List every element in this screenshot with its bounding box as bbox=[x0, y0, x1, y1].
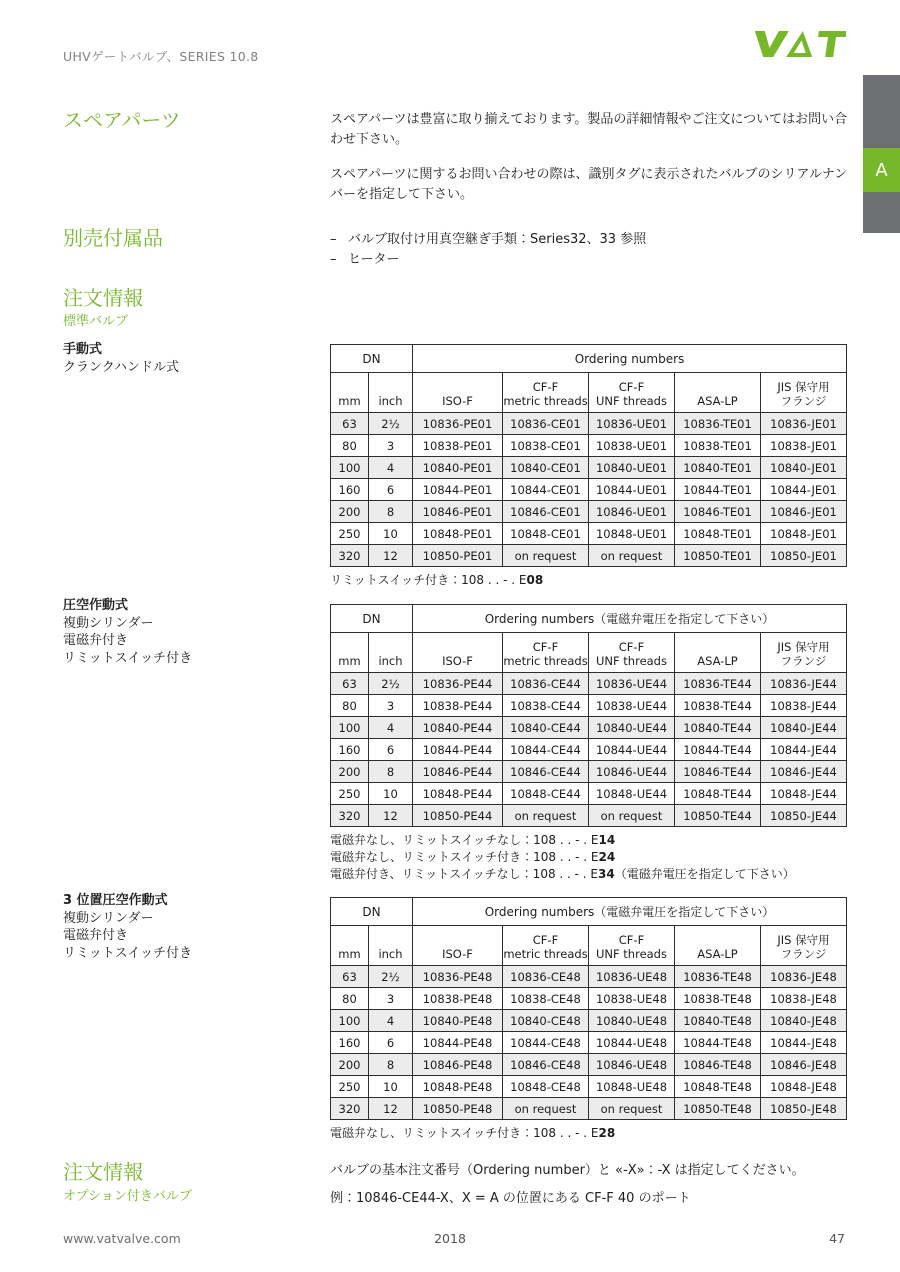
table-cell: 10844-TE48 bbox=[675, 1032, 761, 1054]
column-header: ISO-F bbox=[413, 373, 503, 413]
table-cell: 10850-JE48 bbox=[761, 1098, 847, 1120]
table3-side-labels bbox=[63, 892, 323, 962]
table-cell: 10840-PE48 bbox=[413, 1010, 503, 1032]
heading-ordering-options: 注文情報 bbox=[63, 1160, 143, 1184]
table-cell: 10840-PE01 bbox=[413, 457, 503, 479]
table-cell: 250 bbox=[331, 783, 369, 805]
table-cell: 10836-PE01 bbox=[413, 413, 503, 435]
table-cell: 10836-JE48 bbox=[761, 966, 847, 988]
table-body bbox=[331, 413, 847, 567]
vat-logo-graphic bbox=[750, 28, 846, 60]
table-cell: 200 bbox=[331, 501, 369, 523]
table-cell: 10848-TE01 bbox=[675, 523, 761, 545]
table-cell: 2½ bbox=[369, 966, 413, 988]
table-cell: 10844-JE01 bbox=[761, 479, 847, 501]
table-cell: 10846-PE48 bbox=[413, 1054, 503, 1076]
table-side-label: リミットスイッチ付き bbox=[63, 945, 193, 961]
table3-block bbox=[330, 897, 847, 1142]
table-cell: 10838-CE48 bbox=[503, 988, 589, 1010]
table-cell: 10840-TE48 bbox=[675, 1010, 761, 1032]
table-cell: 10836-TE48 bbox=[675, 966, 761, 988]
table-note: リミットスイッチ付き：108 . . - . E08 bbox=[330, 573, 544, 587]
table2-side-labels bbox=[63, 597, 323, 667]
table-cell: 10838-TE44 bbox=[675, 695, 761, 717]
table-cell: 10848-JE48 bbox=[761, 1076, 847, 1098]
column-header: CF-F metric threads bbox=[503, 373, 589, 413]
table-cell: 2½ bbox=[369, 673, 413, 695]
table-cell: on request bbox=[503, 1098, 589, 1120]
table-cell: 10838-PE44 bbox=[413, 695, 503, 717]
table-side-label: 電磁弁付き bbox=[63, 633, 129, 648]
table-cell: 4 bbox=[369, 457, 413, 479]
accessories-list bbox=[330, 230, 850, 270]
table-row bbox=[331, 1010, 847, 1032]
table-cell: 10850-TE44 bbox=[675, 805, 761, 827]
column-header: ASA-LP bbox=[675, 926, 761, 966]
table-cell: 10836-CE01 bbox=[503, 413, 589, 435]
ordering-numbers-header: Ordering numbers（電磁弁電圧を指定して下さい） bbox=[413, 605, 847, 633]
table-cell: 3 bbox=[369, 695, 413, 717]
table-cell: 8 bbox=[369, 501, 413, 523]
table-cell: 63 bbox=[331, 413, 369, 435]
table-cell: 12 bbox=[369, 805, 413, 827]
column-header: CF-F UNF threads bbox=[589, 373, 675, 413]
spare-parts-para1: スペアパーツは豊富に取り揃えております。製品の詳細情報やご注文についてはお問い合わせ下さい。 bbox=[330, 112, 848, 147]
table-cell: 160 bbox=[331, 739, 369, 761]
table-cell: 10844-PE48 bbox=[413, 1032, 503, 1054]
table-cell: 100 bbox=[331, 457, 369, 479]
table-head bbox=[331, 605, 847, 673]
table-row bbox=[331, 479, 847, 501]
table-cell: 10838-TE48 bbox=[675, 988, 761, 1010]
table-cell: 10836-CE44 bbox=[503, 673, 589, 695]
spare-parts-para2: スペアパーツに関するお問い合わせの際は、識別タグに表示されたバルブのシリアルナンバーを指定して下さい。 bbox=[330, 167, 848, 202]
table-cell: 10850-JE44 bbox=[761, 805, 847, 827]
options-line1: バルブの基本注文番号（Ordering number）と «-X»：-X は指定してください。 bbox=[330, 1163, 805, 1178]
table-note: 電磁弁なし、リミットスイッチなし：108 . . - . E14 bbox=[330, 833, 616, 847]
table-header-row bbox=[331, 345, 847, 373]
note-code-strong: 28 bbox=[598, 1126, 616, 1140]
table-cell: 10844-JE44 bbox=[761, 739, 847, 761]
column-header: CF-F UNF threads bbox=[589, 633, 675, 673]
table-cell: 320 bbox=[331, 805, 369, 827]
table-cell: 10836-TE44 bbox=[675, 673, 761, 695]
table-row bbox=[331, 545, 847, 567]
table-cell: 10846-TE48 bbox=[675, 1054, 761, 1076]
footer-year: 2018 bbox=[434, 1231, 466, 1246]
table-cell: 10850-TE01 bbox=[675, 545, 761, 567]
list-dash: – bbox=[330, 252, 337, 267]
table-cell: 100 bbox=[331, 717, 369, 739]
table-cell: 10840-UE01 bbox=[589, 457, 675, 479]
table-cell: 10848-CE01 bbox=[503, 523, 589, 545]
table-cell: 10848-CE48 bbox=[503, 1076, 589, 1098]
table-side-label: 複動シリンダー bbox=[63, 615, 154, 631]
column-header: ASA-LP bbox=[675, 373, 761, 413]
table-cell: 10848-JE44 bbox=[761, 783, 847, 805]
table-side-label: リミットスイッチ付き bbox=[63, 650, 193, 666]
table-cell: 80 bbox=[331, 695, 369, 717]
table-cell: 10846-TE01 bbox=[675, 501, 761, 523]
table-cell: 10 bbox=[369, 783, 413, 805]
table-cell: 320 bbox=[331, 545, 369, 567]
table-cell: 10838-TE01 bbox=[675, 435, 761, 457]
table-cell: 80 bbox=[331, 988, 369, 1010]
column-header: mm bbox=[331, 373, 369, 413]
doc-title: UHVゲートバルブ、SERIES 10.8 bbox=[63, 49, 259, 64]
table-head bbox=[331, 345, 847, 413]
table-cell: 10838-PE01 bbox=[413, 435, 503, 457]
table-cell: 63 bbox=[331, 966, 369, 988]
table-cell: 10850-TE48 bbox=[675, 1098, 761, 1120]
dn-header: DN bbox=[331, 345, 413, 373]
table-cell: 10848-CE44 bbox=[503, 783, 589, 805]
table-cell: 10850-PE01 bbox=[413, 545, 503, 567]
table-cell: 160 bbox=[331, 1032, 369, 1054]
column-header: JIS 保守用 フランジ bbox=[761, 373, 847, 413]
table-side-label: 手動式 bbox=[63, 342, 103, 357]
note-code-strong: 14 bbox=[598, 833, 616, 847]
table-cell: 8 bbox=[369, 761, 413, 783]
table1-block bbox=[330, 344, 847, 589]
table-note: 電磁弁なし、リミットスイッチ付き：108 . . - . E28 bbox=[330, 1126, 616, 1140]
table-side-label: 圧空作動式 bbox=[63, 598, 129, 613]
table-cell: 10846-JE44 bbox=[761, 761, 847, 783]
column-header: CF-F metric threads bbox=[503, 926, 589, 966]
table-cell: 10844-CE01 bbox=[503, 479, 589, 501]
table-cell: 10840-CE48 bbox=[503, 1010, 589, 1032]
table-cell: 10838-PE48 bbox=[413, 988, 503, 1010]
heading-accessories: 別売付属品 bbox=[63, 226, 163, 250]
table-subheader-row bbox=[331, 373, 847, 413]
footer-website: www.vatvalve.com bbox=[63, 1231, 181, 1246]
table-row bbox=[331, 717, 847, 739]
table-side-label: 3 位置圧空作動式 bbox=[63, 893, 168, 908]
table-row bbox=[331, 988, 847, 1010]
table-cell: 10838-JE44 bbox=[761, 695, 847, 717]
column-header: JIS 保守用 フランジ bbox=[761, 926, 847, 966]
note-code-strong: 34 bbox=[598, 867, 615, 881]
table-cell: 10848-PE44 bbox=[413, 783, 503, 805]
table-cell: 10850-JE01 bbox=[761, 545, 847, 567]
column-header: inch bbox=[369, 373, 413, 413]
table-head bbox=[331, 898, 847, 966]
table-cell: 10838-JE48 bbox=[761, 988, 847, 1010]
table-cell: 10838-UE01 bbox=[589, 435, 675, 457]
column-header: ISO-F bbox=[413, 926, 503, 966]
column-header: inch bbox=[369, 926, 413, 966]
table-cell: 12 bbox=[369, 1098, 413, 1120]
table-cell: on request bbox=[589, 545, 675, 567]
table-cell: 3 bbox=[369, 435, 413, 457]
table-cell: 10840-UE44 bbox=[589, 717, 675, 739]
table-cell: 10844-UE44 bbox=[589, 739, 675, 761]
table-cell: 10846-CE44 bbox=[503, 761, 589, 783]
options-line2: 例：10846-CE44-X、X = A の位置にある CF-F 40 のポート bbox=[330, 1191, 691, 1206]
table-cell: 160 bbox=[331, 479, 369, 501]
table-cell: 250 bbox=[331, 1076, 369, 1098]
ordering-numbers-header: Ordering numbers（電磁弁電圧を指定して下さい） bbox=[413, 898, 847, 926]
table-body bbox=[331, 673, 847, 827]
table-cell: 10846-UE48 bbox=[589, 1054, 675, 1076]
note-code-strong: 08 bbox=[526, 573, 544, 587]
table-cell: 10844-PE01 bbox=[413, 479, 503, 501]
table-cell: 10846-UE01 bbox=[589, 501, 675, 523]
dn-header: DN bbox=[331, 605, 413, 633]
heading-ordering-standard: 注文情報 bbox=[63, 286, 143, 310]
table-cell: 2½ bbox=[369, 413, 413, 435]
table-subheader-row bbox=[331, 926, 847, 966]
table-cell: 10840-JE44 bbox=[761, 717, 847, 739]
table-cell: 10840-JE48 bbox=[761, 1010, 847, 1032]
table-cell: 4 bbox=[369, 1010, 413, 1032]
column-header: inch bbox=[369, 633, 413, 673]
table-cell: 320 bbox=[331, 1098, 369, 1120]
table-cell: on request bbox=[503, 545, 589, 567]
table-cell: 10836-UE44 bbox=[589, 673, 675, 695]
table-cell: 6 bbox=[369, 479, 413, 501]
table-cell: 10848-PE01 bbox=[413, 523, 503, 545]
list-item bbox=[330, 250, 850, 270]
table-row bbox=[331, 761, 847, 783]
list-item bbox=[330, 230, 850, 250]
table-cell: 10836-TE01 bbox=[675, 413, 761, 435]
table-cell: 10 bbox=[369, 523, 413, 545]
table3-notes bbox=[330, 1125, 847, 1142]
table-row bbox=[331, 673, 847, 695]
table-cell: 10838-CE44 bbox=[503, 695, 589, 717]
table-cell: on request bbox=[503, 805, 589, 827]
table-cell: 6 bbox=[369, 739, 413, 761]
table-cell: on request bbox=[589, 805, 675, 827]
ordering-table-3position bbox=[330, 897, 847, 1120]
table-cell: 10848-TE44 bbox=[675, 783, 761, 805]
table-cell: 10848-PE48 bbox=[413, 1076, 503, 1098]
table-header-row bbox=[331, 605, 847, 633]
table-cell: 3 bbox=[369, 988, 413, 1010]
list-item-text: ヒーター bbox=[348, 252, 400, 267]
table-note: 電磁弁付き、リミットスイッチなし：108 . . - . E34（電磁弁電圧を指定して下さい） bbox=[330, 867, 795, 881]
table-side-label: 複動シリンダー bbox=[63, 910, 154, 926]
table-row bbox=[331, 966, 847, 988]
table-row bbox=[331, 1098, 847, 1120]
table-cell: 10844-UE48 bbox=[589, 1032, 675, 1054]
column-header: CF-F metric threads bbox=[503, 633, 589, 673]
table-row bbox=[331, 1054, 847, 1076]
table-subheader-row bbox=[331, 633, 847, 673]
dn-header: DN bbox=[331, 898, 413, 926]
table-cell: 10840-TE44 bbox=[675, 717, 761, 739]
table-cell: 10844-TE01 bbox=[675, 479, 761, 501]
table-cell: 10838-UE44 bbox=[589, 695, 675, 717]
table1-side-labels bbox=[63, 341, 323, 376]
table1-notes bbox=[330, 572, 847, 589]
table-cell: 10844-UE01 bbox=[589, 479, 675, 501]
ordering-table-pneumatic bbox=[330, 604, 847, 827]
table-row bbox=[331, 1076, 847, 1098]
table-cell: 200 bbox=[331, 1054, 369, 1076]
table2-notes bbox=[330, 832, 847, 883]
table-cell: 10836-UE48 bbox=[589, 966, 675, 988]
table-row bbox=[331, 805, 847, 827]
table-cell: 8 bbox=[369, 1054, 413, 1076]
table-cell: 10848-UE44 bbox=[589, 783, 675, 805]
table-cell: 10836-JE01 bbox=[761, 413, 847, 435]
table-cell: 10848-TE48 bbox=[675, 1076, 761, 1098]
table-cell: 10840-JE01 bbox=[761, 457, 847, 479]
table-cell: 10840-TE01 bbox=[675, 457, 761, 479]
table-side-label: 電磁弁付き bbox=[63, 928, 129, 943]
table-cell: 4 bbox=[369, 717, 413, 739]
table-cell: 10838-UE48 bbox=[589, 988, 675, 1010]
table-side-label: クランクハンドル式 bbox=[63, 359, 179, 375]
table-cell: 10 bbox=[369, 1076, 413, 1098]
table-row bbox=[331, 523, 847, 545]
table-cell: 100 bbox=[331, 1010, 369, 1032]
table-cell: 10844-TE44 bbox=[675, 739, 761, 761]
table-body bbox=[331, 966, 847, 1120]
table-row bbox=[331, 783, 847, 805]
table-cell: 10848-UE48 bbox=[589, 1076, 675, 1098]
table-cell: 10850-PE44 bbox=[413, 805, 503, 827]
table-cell: 10836-PE44 bbox=[413, 673, 503, 695]
list-item-text: バルブ取付け用真空継ぎ手類：Series32、33 参照 bbox=[348, 232, 647, 247]
table2-block bbox=[330, 604, 847, 883]
footer-page-number: 47 bbox=[829, 1231, 845, 1246]
table-cell: 200 bbox=[331, 761, 369, 783]
table-cell: 10836-PE48 bbox=[413, 966, 503, 988]
table-cell: 10846-PE01 bbox=[413, 501, 503, 523]
column-header: mm bbox=[331, 633, 369, 673]
table-cell: 10846-JE48 bbox=[761, 1054, 847, 1076]
table-cell: 10836-CE48 bbox=[503, 966, 589, 988]
table-cell: 10844-CE48 bbox=[503, 1032, 589, 1054]
table-row bbox=[331, 457, 847, 479]
table-cell: 63 bbox=[331, 673, 369, 695]
table-row bbox=[331, 1032, 847, 1054]
vat-logo bbox=[750, 28, 846, 60]
table-row bbox=[331, 501, 847, 523]
table-cell: 10848-JE01 bbox=[761, 523, 847, 545]
column-header: CF-F UNF threads bbox=[589, 926, 675, 966]
table-cell: 10844-JE48 bbox=[761, 1032, 847, 1054]
table-cell: on request bbox=[589, 1098, 675, 1120]
table-row bbox=[331, 695, 847, 717]
table-cell: 80 bbox=[331, 435, 369, 457]
table-row bbox=[331, 435, 847, 457]
table-cell: 10840-UE48 bbox=[589, 1010, 675, 1032]
table-cell: 10840-CE01 bbox=[503, 457, 589, 479]
table-cell: 10846-UE44 bbox=[589, 761, 675, 783]
table-row bbox=[331, 413, 847, 435]
ordering-numbers-header: Ordering numbers bbox=[413, 345, 847, 373]
subheading-standard-valve: 標準バルブ bbox=[63, 314, 129, 329]
table-cell: 10846-PE44 bbox=[413, 761, 503, 783]
table-cell: 12 bbox=[369, 545, 413, 567]
table-cell: 10836-JE44 bbox=[761, 673, 847, 695]
table-cell: 10850-PE48 bbox=[413, 1098, 503, 1120]
table-note: 電磁弁なし、リミットスイッチ付き：108 . . - . E24 bbox=[330, 850, 616, 864]
table-cell: 10846-CE48 bbox=[503, 1054, 589, 1076]
table-cell: 10846-TE44 bbox=[675, 761, 761, 783]
ordering-table-manual bbox=[330, 344, 847, 567]
table-header-row bbox=[331, 898, 847, 926]
table-cell: 10838-CE01 bbox=[503, 435, 589, 457]
table-cell: 10836-UE01 bbox=[589, 413, 675, 435]
table-cell: 10844-CE44 bbox=[503, 739, 589, 761]
side-tab-letter: A bbox=[863, 148, 900, 192]
table-cell: 250 bbox=[331, 523, 369, 545]
list-dash: – bbox=[330, 232, 337, 247]
column-header: ISO-F bbox=[413, 633, 503, 673]
note-code-strong: 24 bbox=[598, 850, 616, 864]
table-row bbox=[331, 739, 847, 761]
table-cell: 10838-JE01 bbox=[761, 435, 847, 457]
table-cell: 10848-UE01 bbox=[589, 523, 675, 545]
table-cell: 10840-CE44 bbox=[503, 717, 589, 739]
table-cell: 10846-CE01 bbox=[503, 501, 589, 523]
table-cell: 10846-JE01 bbox=[761, 501, 847, 523]
table-cell: 6 bbox=[369, 1032, 413, 1054]
column-header: JIS 保守用 フランジ bbox=[761, 633, 847, 673]
column-header: ASA-LP bbox=[675, 633, 761, 673]
table-cell: 10844-PE44 bbox=[413, 739, 503, 761]
heading-spare-parts: スペアパーツ bbox=[63, 108, 181, 132]
column-header: mm bbox=[331, 926, 369, 966]
subheading-option-valve: オプション付きバルブ bbox=[63, 1189, 192, 1204]
table-cell: 10840-PE44 bbox=[413, 717, 503, 739]
